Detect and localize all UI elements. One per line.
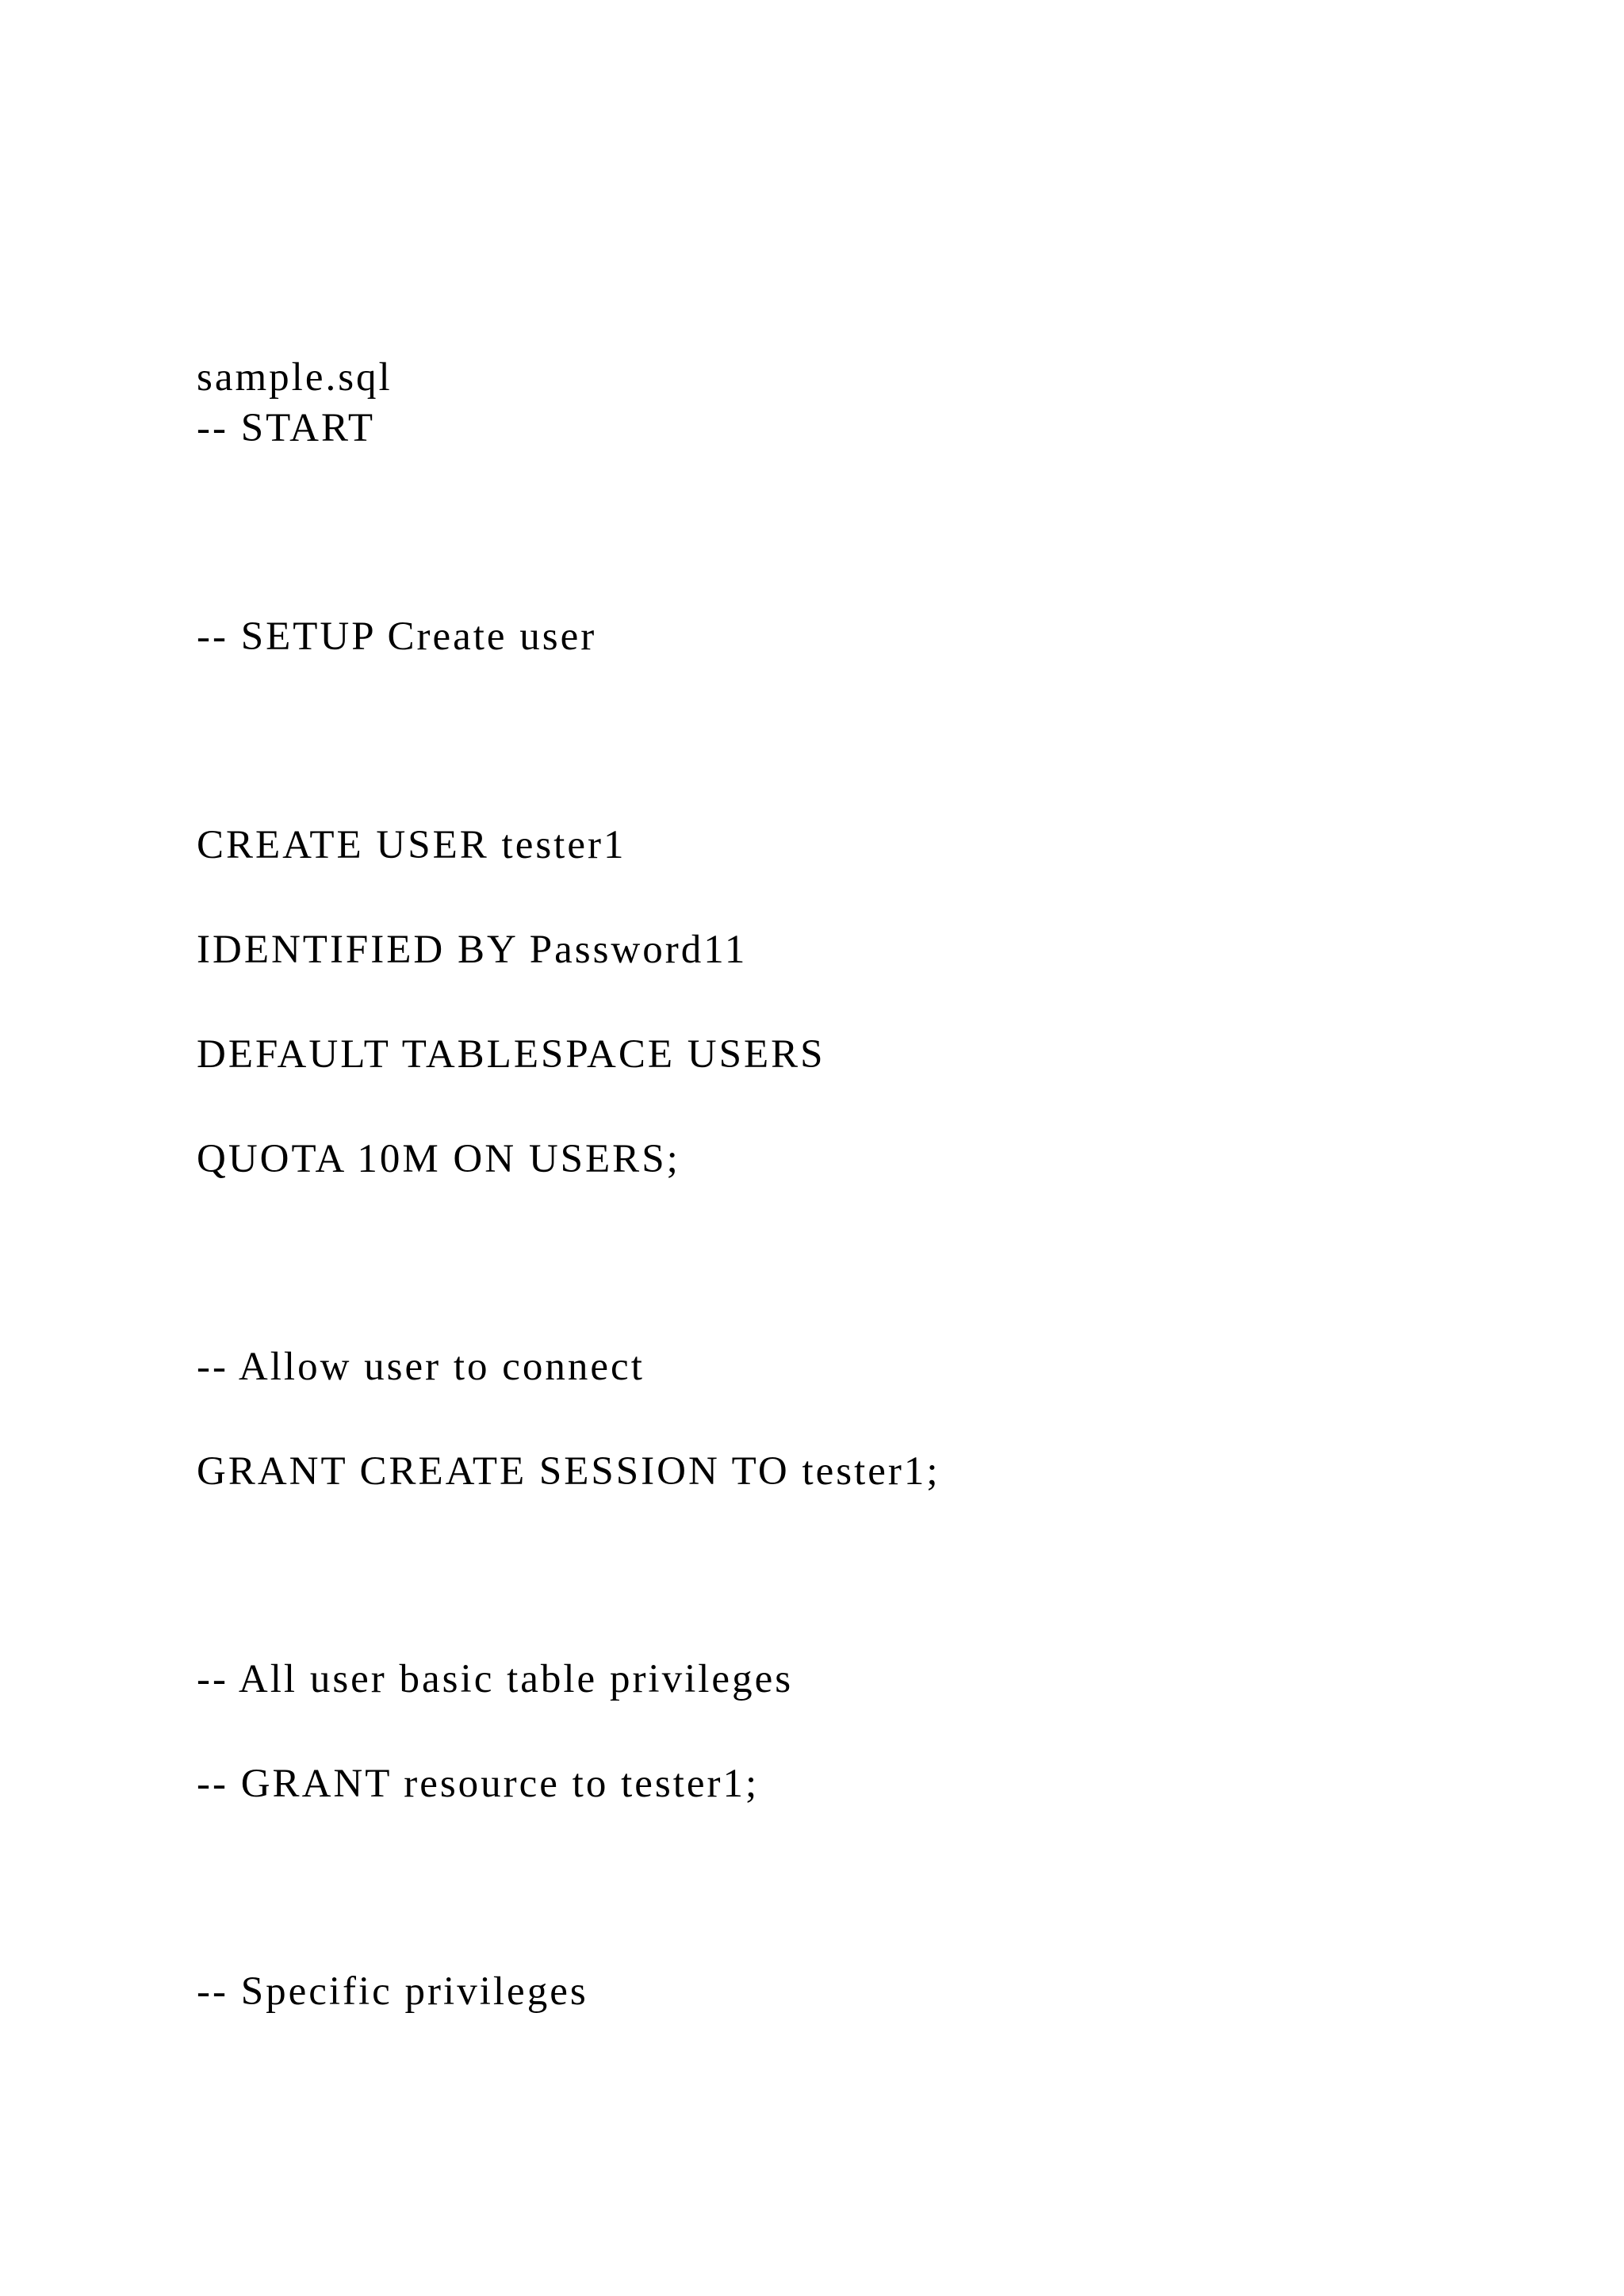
sql-default-tablespace: DEFAULT TABLESPACE USERS [197,1032,825,1077]
comment-allow-connect: -- Allow user to connect [197,1345,645,1389]
comment-basic-table-privileges: -- All user basic table privileges [197,1657,794,1701]
comment-start: -- START [197,406,376,450]
sql-identified-by: IDENTIFIED BY Password11 [197,928,748,972]
comment-grant-resource: -- GRANT resource to tester1; [197,1762,760,1806]
comment-specific-privileges: -- Specific privileges [197,1969,588,2014]
sql-quota: QUOTA 10M ON USERS; [197,1137,680,1181]
sql-create-user: CREATE USER tester1 [197,823,626,867]
sql-grant-create-session: GRANT CREATE SESSION TO tester1; [197,1449,940,1494]
comment-setup-create-user: -- SETUP Create user [197,614,597,659]
file-name: sample.sql [197,355,393,400]
